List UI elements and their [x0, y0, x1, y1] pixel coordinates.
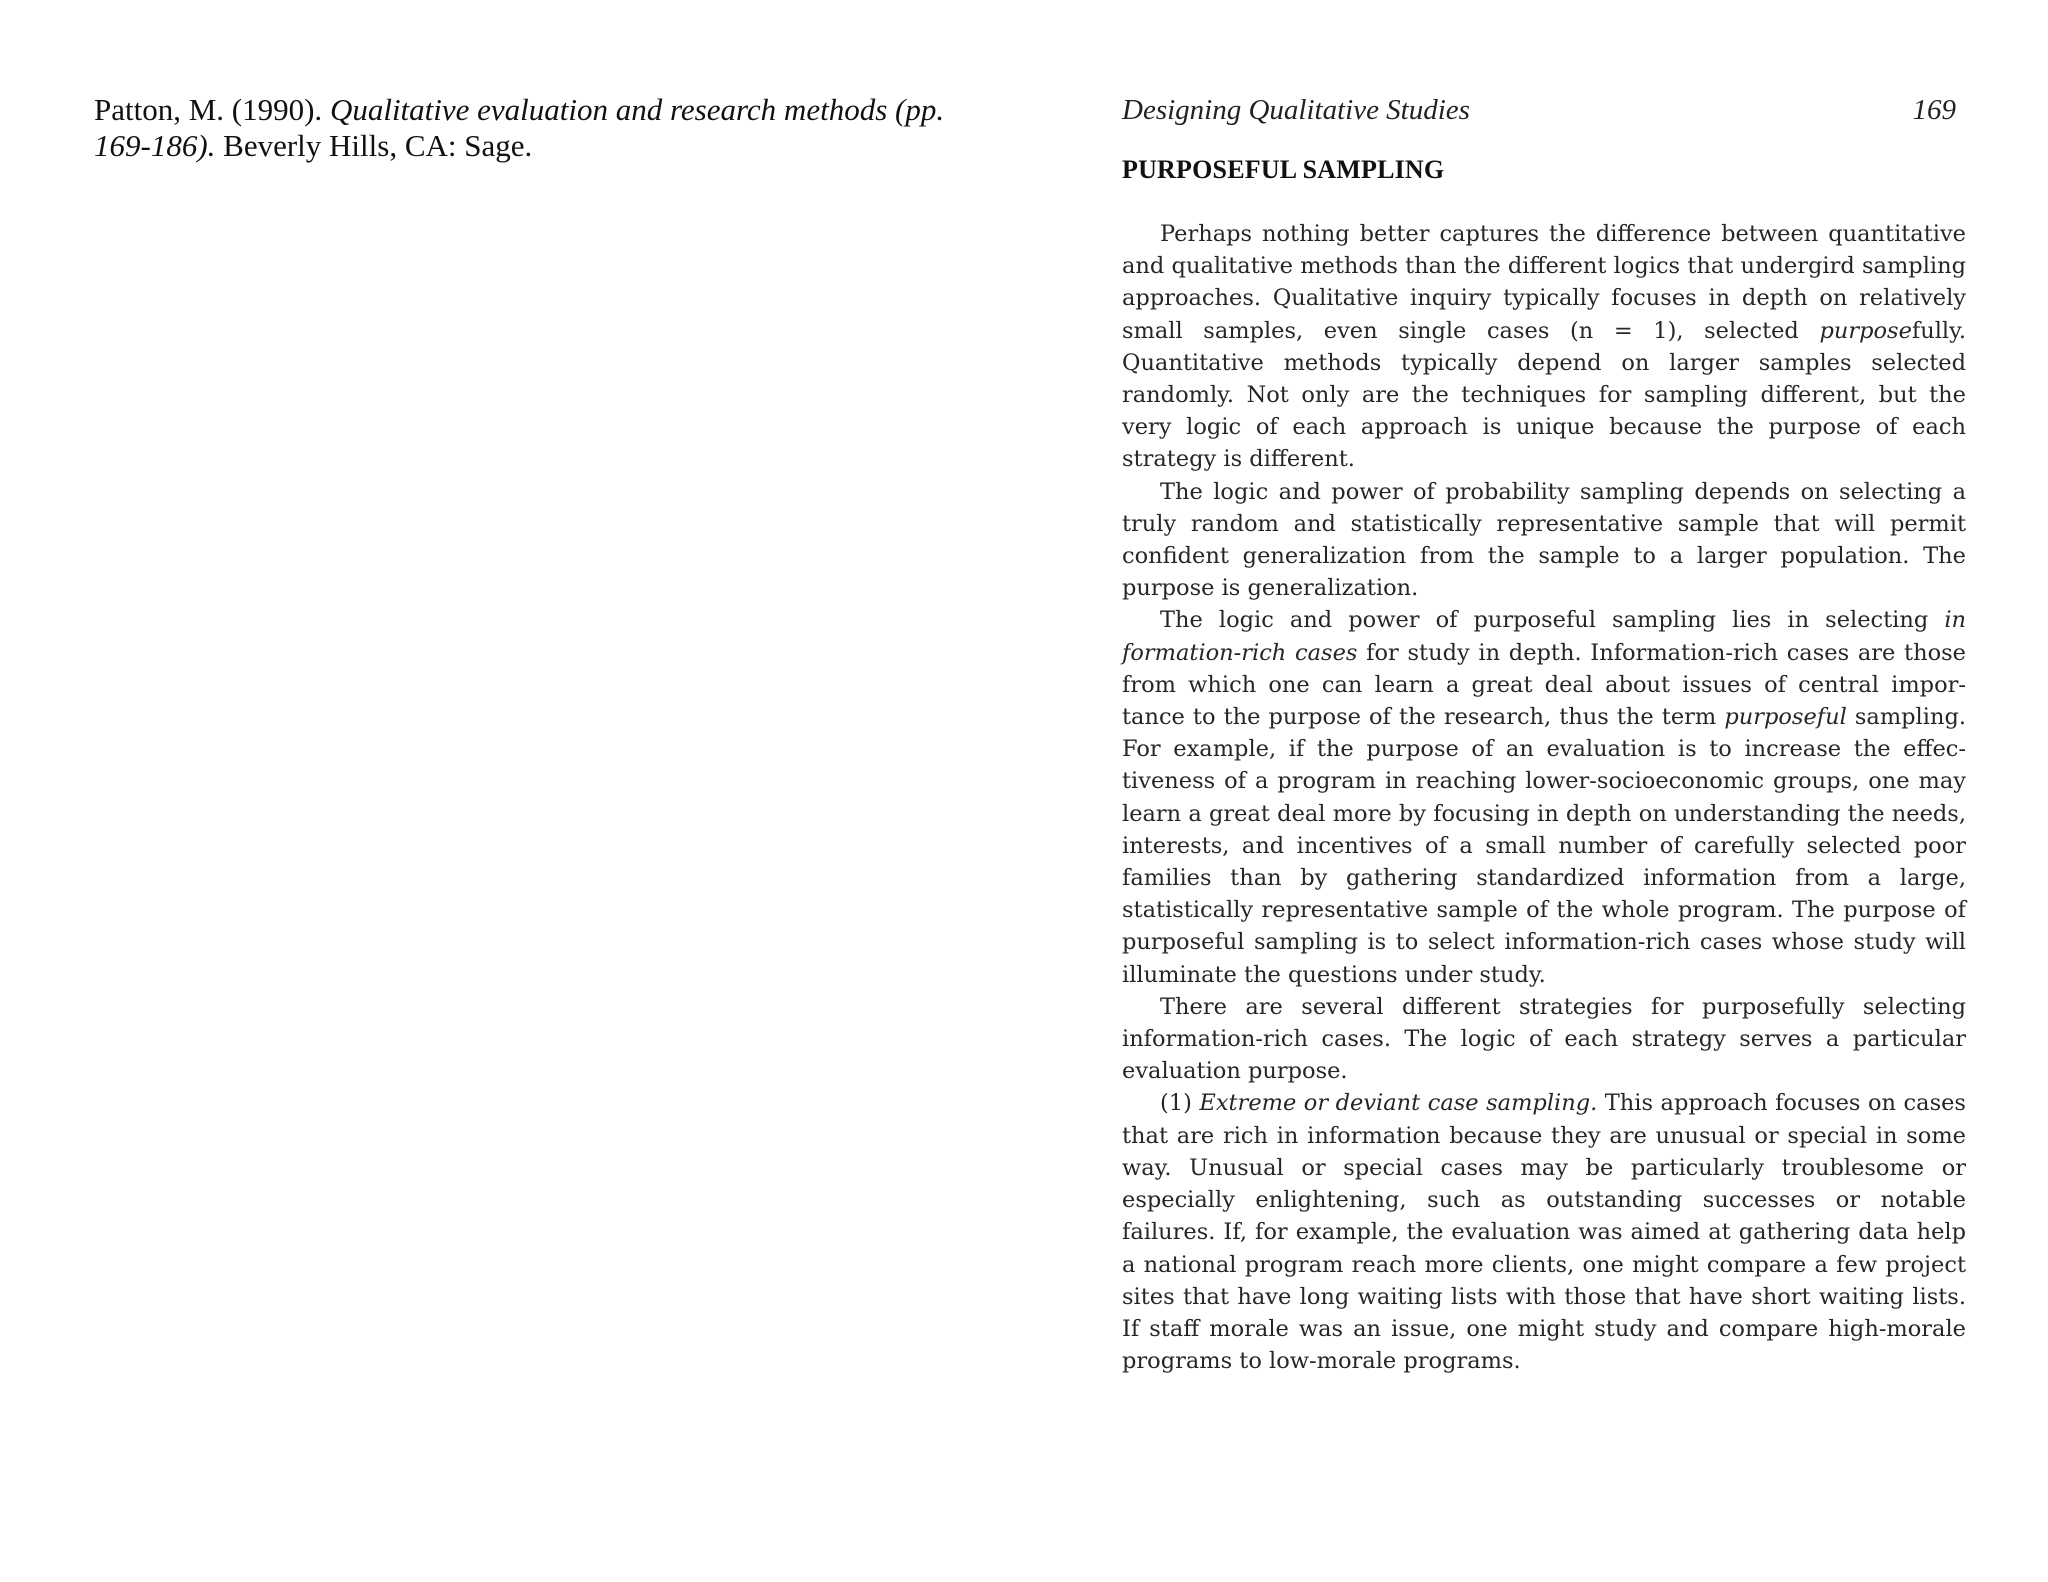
citation	[94, 92, 954, 164]
citation-title: Qualitative evaluation and research methods (pp. 169-186).	[94, 92, 945, 163]
page-number: 169	[1912, 94, 1956, 126]
book-page	[1122, 92, 1966, 1377]
paragraph	[1122, 476, 1966, 605]
text-run: (1)	[1160, 1090, 1200, 1117]
text-run: Perhaps nothing better captures the difference between quantitative and qualitative methods than the different logics that undergird sampling approaches. Qualitative inquiry typically focuses in depth on relatively small samples, even single cases (n = 1), selected	[1122, 221, 1966, 344]
paragraph	[1122, 1087, 1966, 1377]
citation-suffix: Beverly Hills, CA: Sage.	[215, 128, 533, 163]
paragraph	[1122, 991, 1966, 1088]
italic-text: purpose	[1819, 317, 1912, 344]
text-run: This approach focuses on cases that are rich in information because they are unusual or special in some way. Unusual or special cases may be particularly troublesome or especially enlightening, such as outstanding successes or notable failures. If, for example, the evaluation was aimed at gathering data help a national program reach more clients, one might compare a few project sites that have long waiting lists with those that have short waiting lists. If staff morale was an issue, one might study and compare high-morale programs to low-morale programs.	[1122, 1090, 1966, 1375]
italic-text: in formation-rich cases	[1122, 607, 1966, 666]
body-text	[1122, 218, 1966, 1377]
running-head	[1122, 92, 1966, 128]
paragraph	[1122, 218, 1966, 476]
text-run: for study in depth. Information-rich cases are those from which one can learn a great deal about issues of central impor-tance to the purpose of the research, thus the term	[1122, 639, 1966, 731]
text-run: fully. Quantitative methods typically depend on larger samples selected randomly. Not only are the techniques for sampling different, but the very logic of each approach is unique because the purpose of each strategy is different.	[1122, 317, 1966, 473]
text-run: The logic and power of purposeful sampling lies in selecting	[1160, 607, 1945, 634]
citation-prefix: Patton, M. (1990).	[94, 92, 330, 127]
text-run: There are several different strategies for purposefully selecting information-rich cases. The logic of each strategy serves a particular evaluation purpose.	[1122, 993, 1966, 1085]
italic-text: purposeful	[1724, 704, 1847, 731]
text-run: sampling. For example, if the purpose of an evaluation is to increase the effec-tiveness of a program in reaching lower-socioeconomic groups, one may learn a great deal more by focusing in depth on understanding the needs, interests, and incentives of a small number of carefully selected poor families than by gathering standardized information from a large, statistically representative sample of the whole program. The purpose of purposeful sampling is to select information-rich cases whose study will illuminate the questions under study.	[1122, 704, 1966, 988]
paragraph	[1122, 604, 1966, 990]
text-run: The logic and power of probability sampling depends on selecting a truly random and statistically representative sample that will permit confident generalization from the sample to a larger population. The purpose is generalization.	[1122, 478, 1966, 602]
section-heading: PURPOSEFUL SAMPLING	[1122, 155, 1445, 184]
running-head-title: Designing Qualitative Studies	[1122, 94, 1470, 126]
italic-text: Extreme or deviant case sampling.	[1199, 1090, 1598, 1117]
